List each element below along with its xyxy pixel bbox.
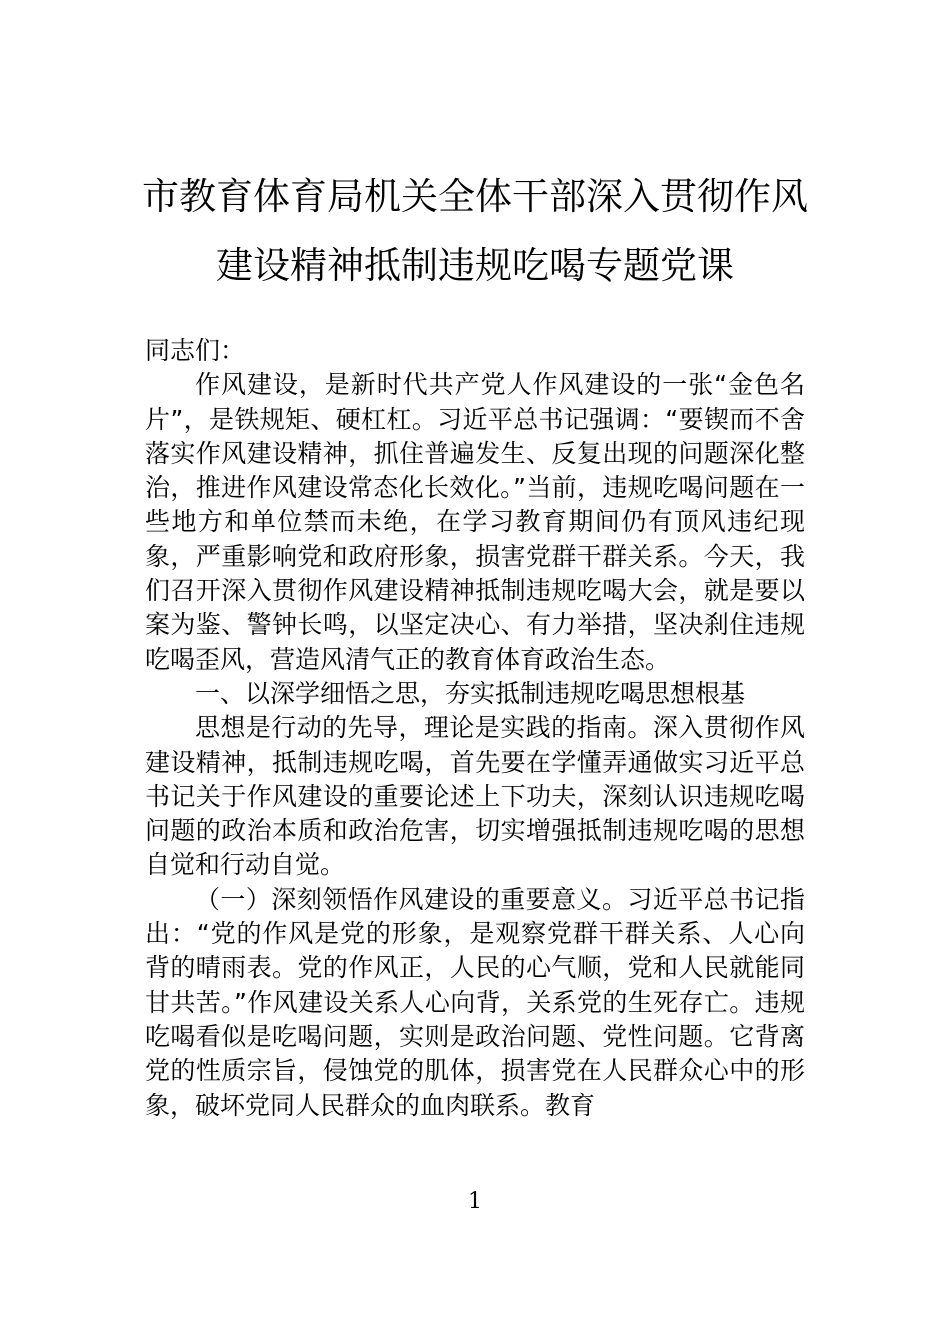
body-paragraph: （一）深刻领悟作风建设的重要意义。习近平总书记指出：“党的作风是党的形象，是观察党群干群关系、人心向背的晴雨表。党的作风正，人民的心气顺，党和人民就能同甘共苦。”作风建设关系人心向背，关系党的生死存亡。违规吃喝看似是吃喝问题，实则是政治问题、党性问题。它背离党的性质宗旨，侵蚀党的肌体，损害党在人民群众心中的形象，破坏党同人民群众的血肉联系。教育 bbox=[145, 884, 805, 1120]
page-number: 1 bbox=[468, 1189, 482, 1214]
salutation: 同志们： bbox=[145, 336, 246, 365]
body-paragraph: 思想是行动的先导，理论是实践的指南。深入贯彻作风建设精神，抵制违规吃喝，首先要在学懂弄通做实习近平总书记关于作风建设的重要论述上下功夫，深刻认识违规吃喝问题的政治本质和政治危害，切实增强抵制违规吃喝的思想自觉和行动自觉。 bbox=[145, 713, 805, 880]
document-body bbox=[145, 334, 805, 1123]
document-title-line-2: 建设精神抵制违规吃喝专题党课 bbox=[216, 244, 734, 287]
body-paragraph: 作风建设，是新时代共产党人作风建设的一张“金色名片”，是铁规矩、硬杠杠。习近平总书记强调：“要锲而不舍落实作风建设精神，抓住普遍发生、反复出现的问题深化整治，推进作风建设常态化长效化。”当前，违规吃喝问题在一些地方和单位禁而未绝，在学习教育期间仍有顶风违纪现象，严重影响党和政府形象，损害党群干群关系。今天，我们召开深入贯彻作风建设精神抵制违规吃喝大会，就是要以案为鉴、警钟长鸣，以坚定决心、有力举措，坚决刹住违规吃喝歪风，营造风清气正的教育体育政治生态。 bbox=[145, 370, 805, 674]
section-heading: 一、以深学细悟之思，夯实抵制违规吃喝思想根基 bbox=[195, 678, 746, 708]
document-title-line-1: 市教育体育局机关全体干部深入贯彻作风 bbox=[142, 175, 808, 218]
